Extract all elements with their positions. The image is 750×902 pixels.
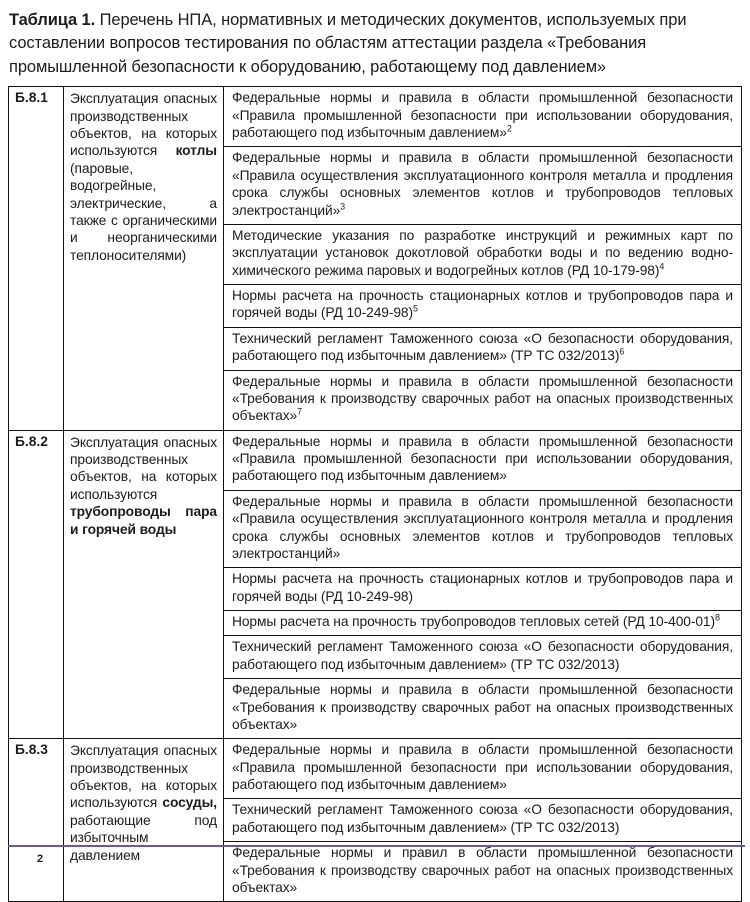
document-cell: Нормы расчета на прочность трубопроводов тепловых сетей (РД 10-400-01)$^8$ (224, 610, 741, 635)
description-text: работающие под избыточным давлением (70, 812, 217, 863)
document-cell: Федеральные нормы и правила в области промышленной безопасности «Правила промышленной безопасности при использовании оборудования, работающего под избыточным давлением» (232, 433, 733, 484)
table-row-b82 (9, 430, 741, 739)
row-documents-b82 (224, 431, 741, 739)
table-caption-label: Таблица 1. (9, 11, 96, 29)
description-emphasis: сосуды, (162, 795, 217, 811)
description-emphasis: котлы (175, 143, 217, 159)
footnote-ref: 2 (506, 123, 512, 134)
row-code-b82: Б.8.2 (9, 431, 64, 739)
row-description-b83 (64, 739, 224, 901)
document-cell: Технический регламент Таможенного союза «О безопасности оборудования, работающего под избыточным давлением» (ТР ТС 032/2013) (224, 798, 741, 841)
document-cell: Нормы расчета на прочность стационарных котлов и трубопроводов пара и горячей воды (РД 10-249-98) (224, 567, 741, 610)
footnote-marker-clipped: 2 (37, 853, 44, 865)
description-text: Эксплуатация опасных производственных объектов, на которых используются (70, 434, 217, 502)
row-description-b82 (64, 431, 224, 739)
document-cell: Федеральные нормы и правила в области промышленной безопасности «Правила осуществления эксплуатационного контроля металла и продления срока службы основных элементов котлов и трубопроводов тепловых электростанций»$^3$ (224, 146, 741, 224)
document-cell: Технический регламент Таможенного союза «О безопасности оборудования, работающего под избыточным давлением» (ТР ТС 032/2013) (224, 635, 741, 678)
document-cell: Федеральные нормы и правила в области промышленной безопасности «Требования к производству сварочных работ на опасных производственных объектах»$^7$ (224, 370, 741, 430)
footnote-ref: 8 (715, 612, 720, 623)
description-text: Эксплуатация опасных производственных объектов, на которых используются (70, 743, 217, 811)
regulations-table (8, 86, 742, 902)
row-description-b81 (64, 87, 224, 429)
footnote-ref: 5 (412, 303, 418, 314)
footnote-ref: 3 (340, 200, 346, 211)
description-emphasis: трубопроводы пара и горячей воды (70, 504, 217, 537)
document-cell: Федеральные нормы и правила в области промышленной безопасности «Требования к производству сварочных работ на опасных производственных объектах» (224, 678, 741, 738)
document-cell: Федеральные нормы и правила в области промышленной безопасности «Правила промышленной безопасности при использовании оборудования, работающего под избыточным давлением»$^2$ (232, 90, 733, 141)
document-cell: Нормы расчета на прочность стационарных котлов и трубопроводов пара и горячей воды (РД 10-249-98)$^5$ (224, 284, 741, 327)
footnote-separator-rule (8, 845, 745, 847)
document-cell: Федеральные нормы и правил в области промышленной безопасности «Требования к производству сварочных работ на опасных производственных объектах» (224, 841, 741, 901)
row-documents-b81 (224, 87, 741, 429)
row-code-b83: Б.8.3 (9, 739, 64, 901)
footnote-ref: 4 (659, 261, 665, 272)
document-cell: Методические указания по разработке инструкций и режимных карт по эксплуатации установок докотловой обработки воды и по ведению водно-химического режима паровых и водогрейных котлов (РД 10-179-98)$^4$ (224, 224, 741, 284)
table-caption-text: Перечень НПА, нормативных и методических документов, используемых при составлении вопросов тестирования по областям аттестации раздела «Требования промышленной безопасности к оборудованию, работающему под давлением» (9, 11, 687, 76)
footnote-ref: 6 (619, 346, 625, 357)
table-caption (9, 9, 741, 79)
document-cell: Технический регламент Таможенного союза «О безопасности оборудования, работающего под избыточным давлением» (ТР ТС 032/2013)$^6$ (224, 327, 741, 370)
row-documents-b83 (224, 739, 741, 901)
description-text: (паровые, водогрейные, электрические, а также с органическими и неорганическими теплоносителями) (70, 160, 217, 263)
document-cell: Федеральные нормы и правила в области промышленной безопасности «Правила промышленной безопасности при использовании оборудования, работающего под избыточным давлением» (232, 742, 733, 793)
row-code-b81: Б.8.1 (9, 87, 64, 429)
table-row-b81 (9, 87, 741, 429)
document-cell: Федеральные нормы и правила в области промышленной безопасности «Правила осуществления эксплуатационного контроля металла и продления срока службы основных элементов котлов и трубопроводов тепловых электростанций» (224, 490, 741, 568)
footnote-ref: 7 (297, 406, 303, 417)
table-row-b83 (9, 738, 741, 901)
description-text: Эксплуатация опасных производственных объектов, на которых используются (70, 91, 217, 159)
